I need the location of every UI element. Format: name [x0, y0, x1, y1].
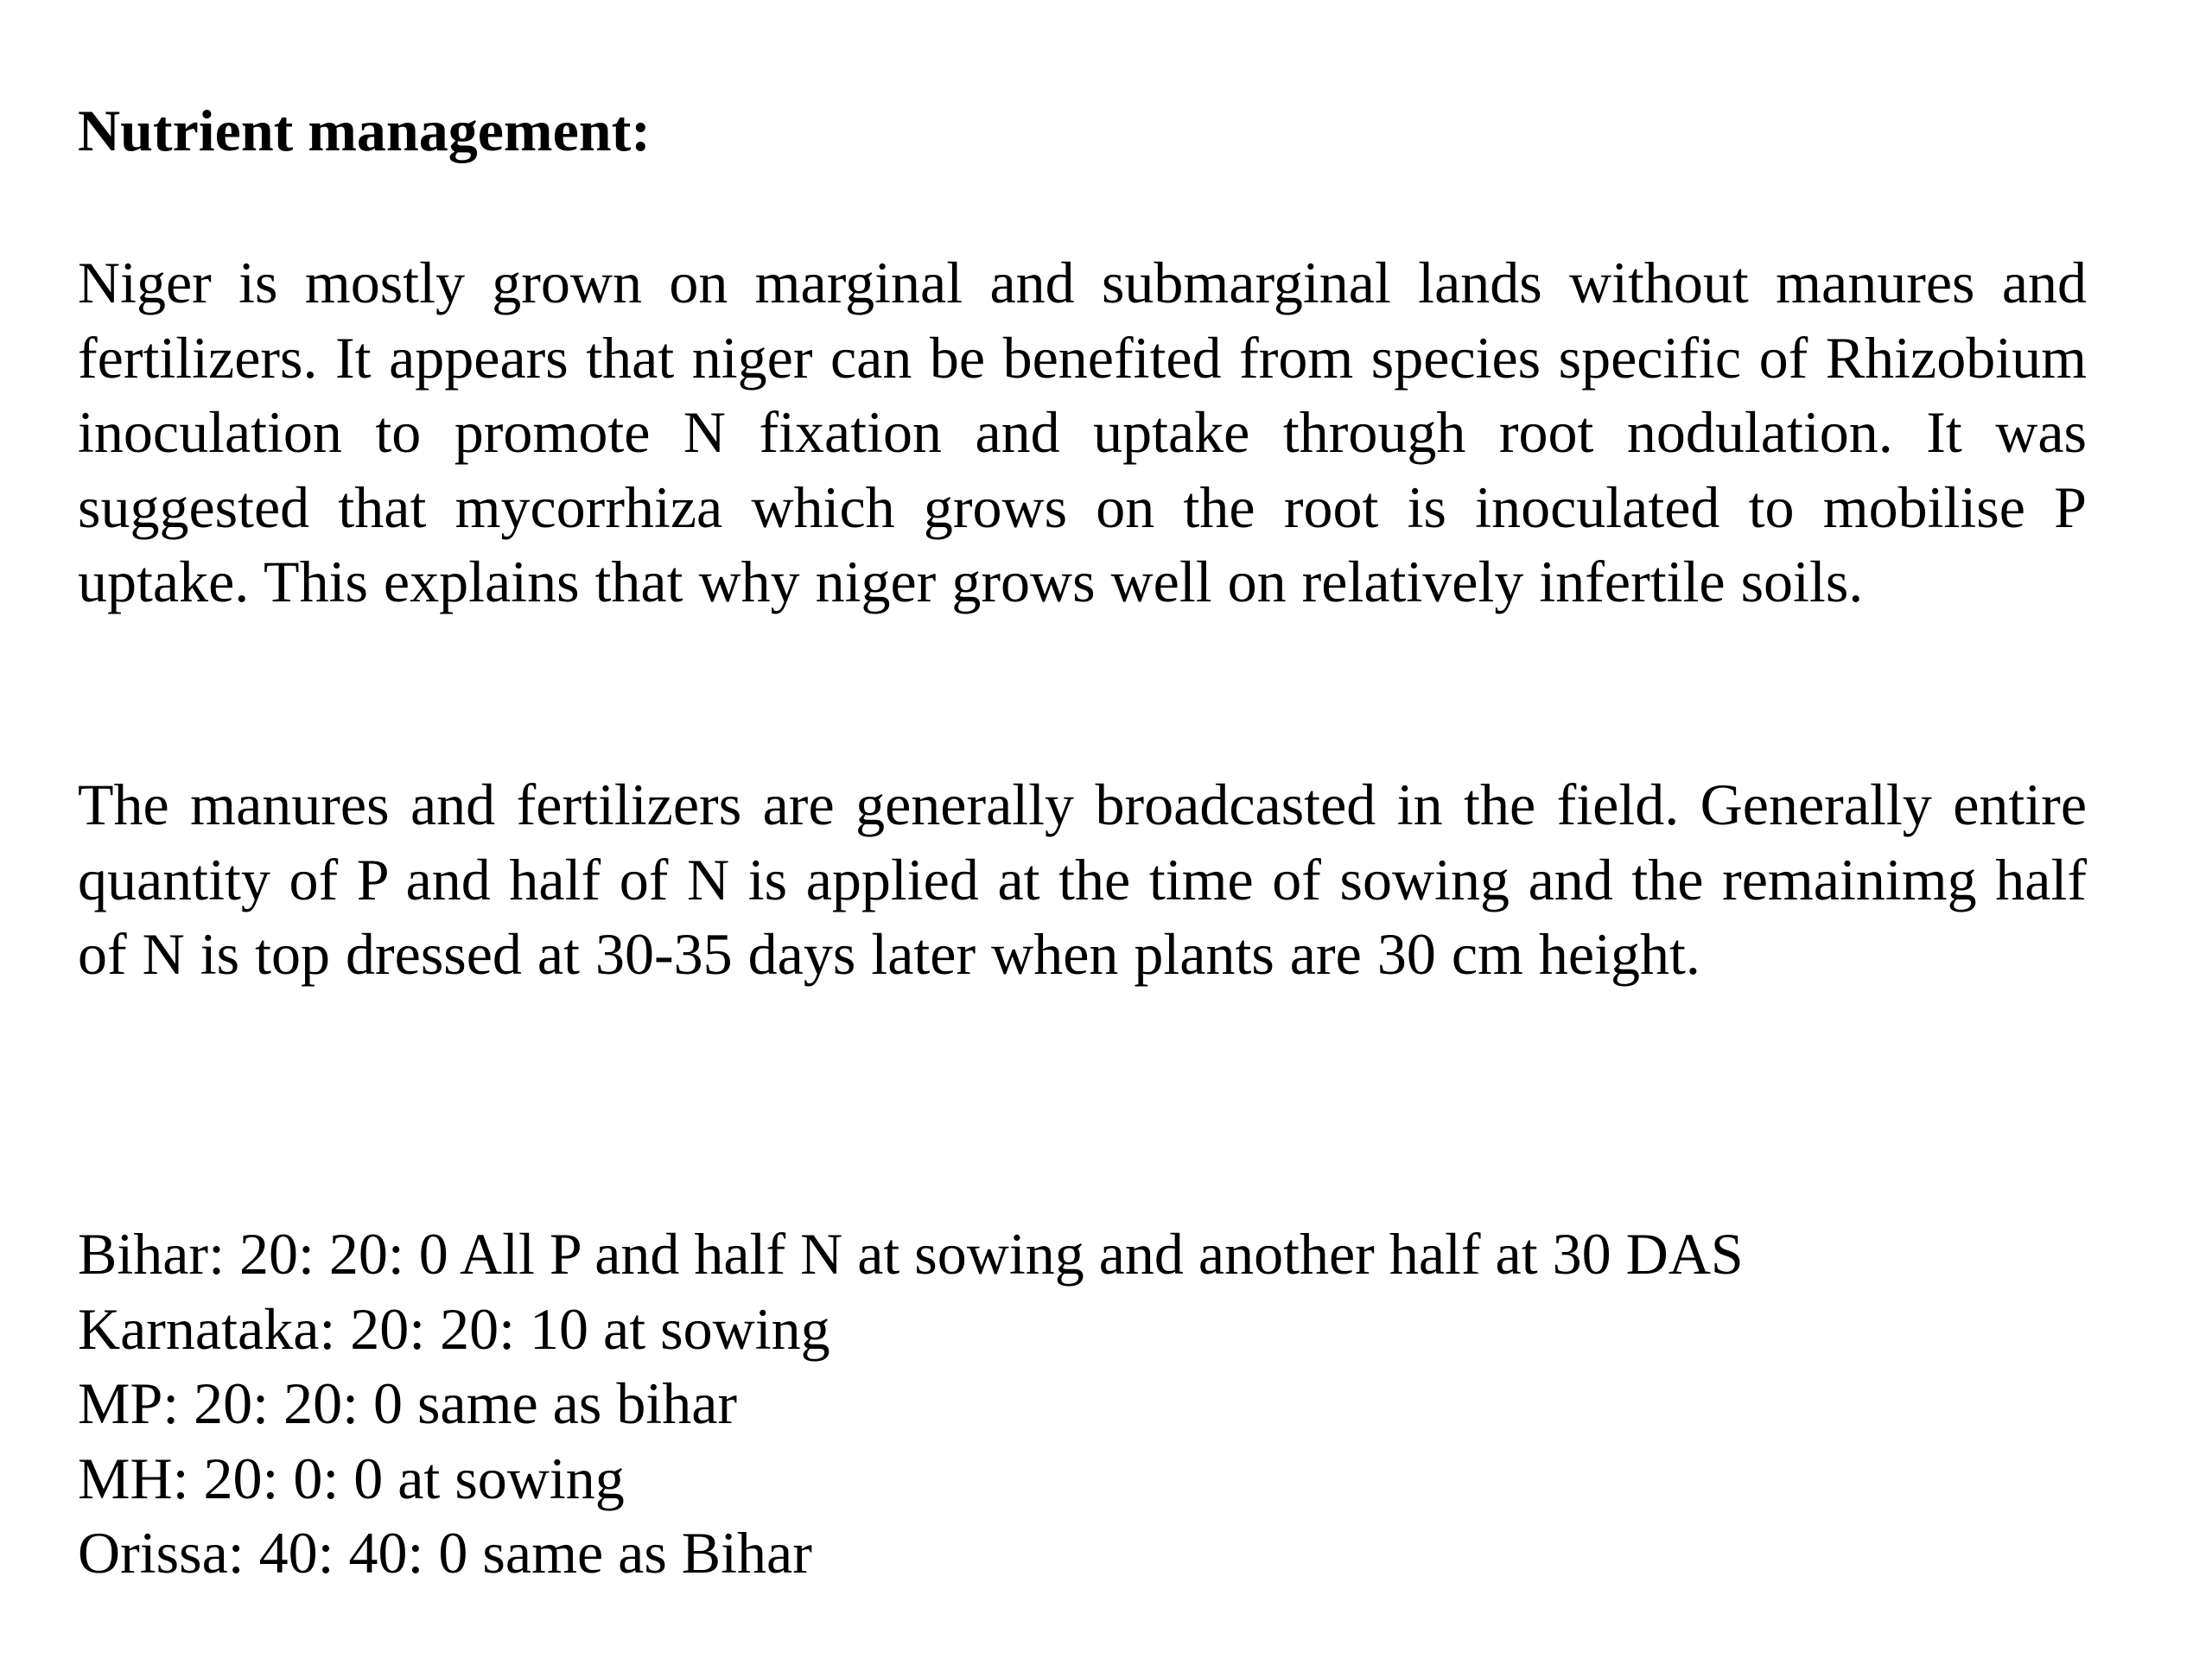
dose-line-orissa: Orissa: 40: 40: 0 same as Bihar	[78, 1520, 812, 1586]
dose-line-mp: MP: 20: 20: 0 same as bihar	[78, 1370, 738, 1436]
paragraph-soil-and-inoculation: Niger is mostly grown on marginal and submarginal lands without manures and fertilizers. It appears that niger can be benefited from species specific of Rhizobium inoculation to promote N fixation and uptake through root nodulation. It was suggested that mycorrhiza which grows on the root is inoculated to mobilise P uptake. This explains that why niger grows well on relatively infertile soils.	[78, 250, 2087, 614]
paragraph-fertilizer-application: The manures and fertilizers are generally broadcasted in the field. Generally entire quantity of P and half of N is applied at the time of sowing and the remainimg half of N is top dressed at 30-35 days later when plants are 30 cm height.	[78, 772, 2087, 987]
dose-line-bihar: Bihar: 20: 20: 0 All P and half N at sowing and another half at 30 DAS	[78, 1221, 1744, 1287]
section-heading: Nutrient management:	[78, 98, 651, 163]
state-dose-list	[78, 1217, 1744, 1591]
dose-line-karnataka: Karnataka: 20: 20: 10 at sowing	[78, 1295, 830, 1362]
dose-line-mh: MH: 20: 0: 0 at sowing	[78, 1445, 625, 1511]
